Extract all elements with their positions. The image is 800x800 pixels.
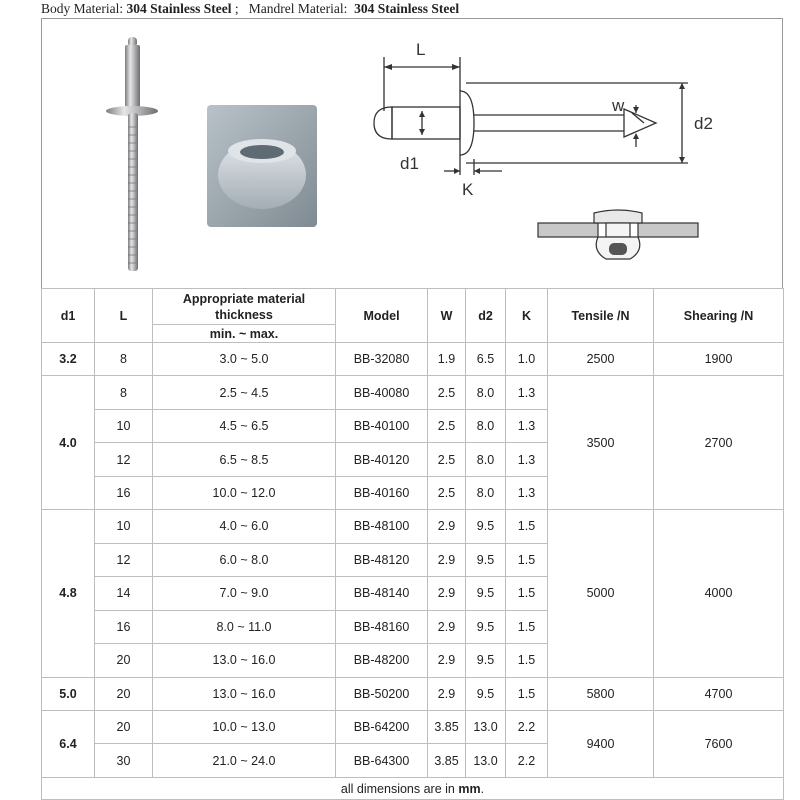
d2-cell: 13.0 <box>466 744 506 778</box>
model-cell: BB-48200 <box>336 644 428 677</box>
d2-cell: 9.5 <box>466 510 506 543</box>
header-w: W <box>428 289 466 343</box>
k-cell: 1.5 <box>506 543 548 576</box>
thickness-cell: 13.0 ~ 16.0 <box>153 644 336 677</box>
k-cell: 1.5 <box>506 577 548 610</box>
thickness-cell: 6.5 ~ 8.5 <box>153 443 336 476</box>
mandrel-material-label: Mandrel Material: <box>248 1 348 16</box>
thickness-cell: 3.0 ~ 5.0 <box>153 343 336 376</box>
length-cell: 30 <box>95 744 153 778</box>
d1-cell: 5.0 <box>42 677 95 710</box>
thickness-cell: 6.0 ~ 8.0 <box>153 543 336 576</box>
model-cell: BB-48160 <box>336 610 428 643</box>
d2-cell: 8.0 <box>466 476 506 509</box>
dimension-drawing <box>362 29 722 279</box>
label-w: w <box>612 96 625 115</box>
length-cell: 16 <box>95 610 153 643</box>
footnote <box>42 778 784 800</box>
tensile-cell: 9400 <box>548 710 654 777</box>
table-row <box>42 510 784 543</box>
d2-cell: 8.0 <box>466 376 506 409</box>
model-cell: BB-64200 <box>336 710 428 743</box>
length-cell: 16 <box>95 476 153 509</box>
tensile-cell: 2500 <box>548 343 654 376</box>
length-cell: 12 <box>95 543 153 576</box>
model-cell: BB-40120 <box>336 443 428 476</box>
spec-table-body <box>42 343 784 778</box>
model-cell: BB-64300 <box>336 744 428 778</box>
header-tensile: Tensile /N <box>548 289 654 343</box>
tensile-cell: 5800 <box>548 677 654 710</box>
table-row <box>42 710 784 743</box>
w-cell: 3.85 <box>428 744 466 778</box>
d2-cell: 8.0 <box>466 409 506 442</box>
body-material-value: 304 Stainless Steel <box>126 1 232 16</box>
k-cell: 2.2 <box>506 710 548 743</box>
model-cell: BB-48140 <box>336 577 428 610</box>
length-cell: 14 <box>95 577 153 610</box>
tensile-cell: 5000 <box>548 510 654 677</box>
w-cell: 2.5 <box>428 376 466 409</box>
table-row <box>42 376 784 409</box>
material-line <box>41 0 781 18</box>
mandrel-material-value: 304 Stainless Steel <box>354 1 460 16</box>
thickness-cell: 4.5 ~ 6.5 <box>153 409 336 442</box>
w-cell: 2.9 <box>428 610 466 643</box>
thickness-cell: 21.0 ~ 24.0 <box>153 744 336 778</box>
image-panel <box>41 18 783 288</box>
header-d1: d1 <box>42 289 95 343</box>
rivet-photo <box>104 27 160 275</box>
spec-table <box>41 288 784 800</box>
installed-section <box>538 210 698 259</box>
header-thickness: Appropriate material thickness <box>153 289 336 325</box>
shearing-cell: 4700 <box>654 677 784 710</box>
thickness-cell: 8.0 ~ 11.0 <box>153 610 336 643</box>
tensile-cell: 3500 <box>548 376 654 510</box>
w-cell: 2.9 <box>428 510 466 543</box>
w-cell: 2.5 <box>428 476 466 509</box>
k-cell: 1.5 <box>506 610 548 643</box>
model-cell: BB-40080 <box>336 376 428 409</box>
w-cell: 1.9 <box>428 343 466 376</box>
label-d2: d2 <box>694 114 713 133</box>
d2-cell: 8.0 <box>466 443 506 476</box>
model-cell: BB-50200 <box>336 677 428 710</box>
d1-cell: 4.0 <box>42 376 95 510</box>
d1-cell: 4.8 <box>42 510 95 677</box>
d1-cell: 3.2 <box>42 343 95 376</box>
body-material-label: Body Material: <box>41 1 124 16</box>
k-cell: 1.3 <box>506 409 548 442</box>
k-cell: 1.5 <box>506 510 548 543</box>
d2-cell: 9.5 <box>466 644 506 677</box>
k-cell: 1.3 <box>506 376 548 409</box>
w-cell: 2.9 <box>428 644 466 677</box>
k-cell: 1.0 <box>506 343 548 376</box>
header-thickness-sub: min. ~ max. <box>153 325 336 343</box>
length-cell: 20 <box>95 677 153 710</box>
thickness-cell: 13.0 ~ 16.0 <box>153 677 336 710</box>
rivet-head-photo <box>207 105 317 227</box>
w-cell: 2.9 <box>428 677 466 710</box>
header-k: K <box>506 289 548 343</box>
k-cell: 1.5 <box>506 644 548 677</box>
label-L: L <box>416 40 426 59</box>
thickness-cell: 4.0 ~ 6.0 <box>153 510 336 543</box>
d2-cell: 9.5 <box>466 610 506 643</box>
length-cell: 20 <box>95 710 153 743</box>
shearing-cell: 7600 <box>654 710 784 777</box>
k-cell: 2.2 <box>506 744 548 778</box>
w-cell: 2.5 <box>428 443 466 476</box>
header-model: Model <box>336 289 428 343</box>
d2-cell: 6.5 <box>466 343 506 376</box>
d2-cell: 9.5 <box>466 543 506 576</box>
model-cell: BB-48120 <box>336 543 428 576</box>
label-d1: d1 <box>400 154 419 173</box>
header-L: L <box>95 289 153 343</box>
table-row <box>42 343 784 376</box>
thickness-cell: 7.0 ~ 9.0 <box>153 577 336 610</box>
thickness-cell: 2.5 ~ 4.5 <box>153 376 336 409</box>
shearing-cell: 1900 <box>654 343 784 376</box>
footnote-unit: mm <box>458 781 481 796</box>
footnote-end: . <box>480 781 485 796</box>
header-shearing: Shearing /N <box>654 289 784 343</box>
w-cell: 3.85 <box>428 710 466 743</box>
w-cell: 2.9 <box>428 543 466 576</box>
separator: ; <box>234 1 239 16</box>
thickness-cell: 10.0 ~ 12.0 <box>153 476 336 509</box>
d2-cell: 9.5 <box>466 677 506 710</box>
w-cell: 2.5 <box>428 409 466 442</box>
length-cell: 8 <box>95 376 153 409</box>
k-cell: 1.5 <box>506 677 548 710</box>
model-cell: BB-40160 <box>336 476 428 509</box>
model-cell: BB-48100 <box>336 510 428 543</box>
shearing-cell: 4000 <box>654 510 784 677</box>
d1-cell: 6.4 <box>42 710 95 777</box>
footnote-text: all dimensions are in <box>340 781 455 796</box>
model-cell: BB-40100 <box>336 409 428 442</box>
length-cell: 10 <box>95 510 153 543</box>
model-cell: BB-32080 <box>336 343 428 376</box>
length-cell: 12 <box>95 443 153 476</box>
k-cell: 1.3 <box>506 476 548 509</box>
length-cell: 20 <box>95 644 153 677</box>
thickness-cell: 10.0 ~ 13.0 <box>153 710 336 743</box>
table-row <box>42 677 784 710</box>
d2-cell: 13.0 <box>466 710 506 743</box>
w-cell: 2.9 <box>428 577 466 610</box>
header-d2: d2 <box>466 289 506 343</box>
d2-cell: 9.5 <box>466 577 506 610</box>
k-cell: 1.3 <box>506 443 548 476</box>
label-K: K <box>462 180 474 199</box>
length-cell: 8 <box>95 343 153 376</box>
length-cell: 10 <box>95 409 153 442</box>
shearing-cell: 2700 <box>654 376 784 510</box>
